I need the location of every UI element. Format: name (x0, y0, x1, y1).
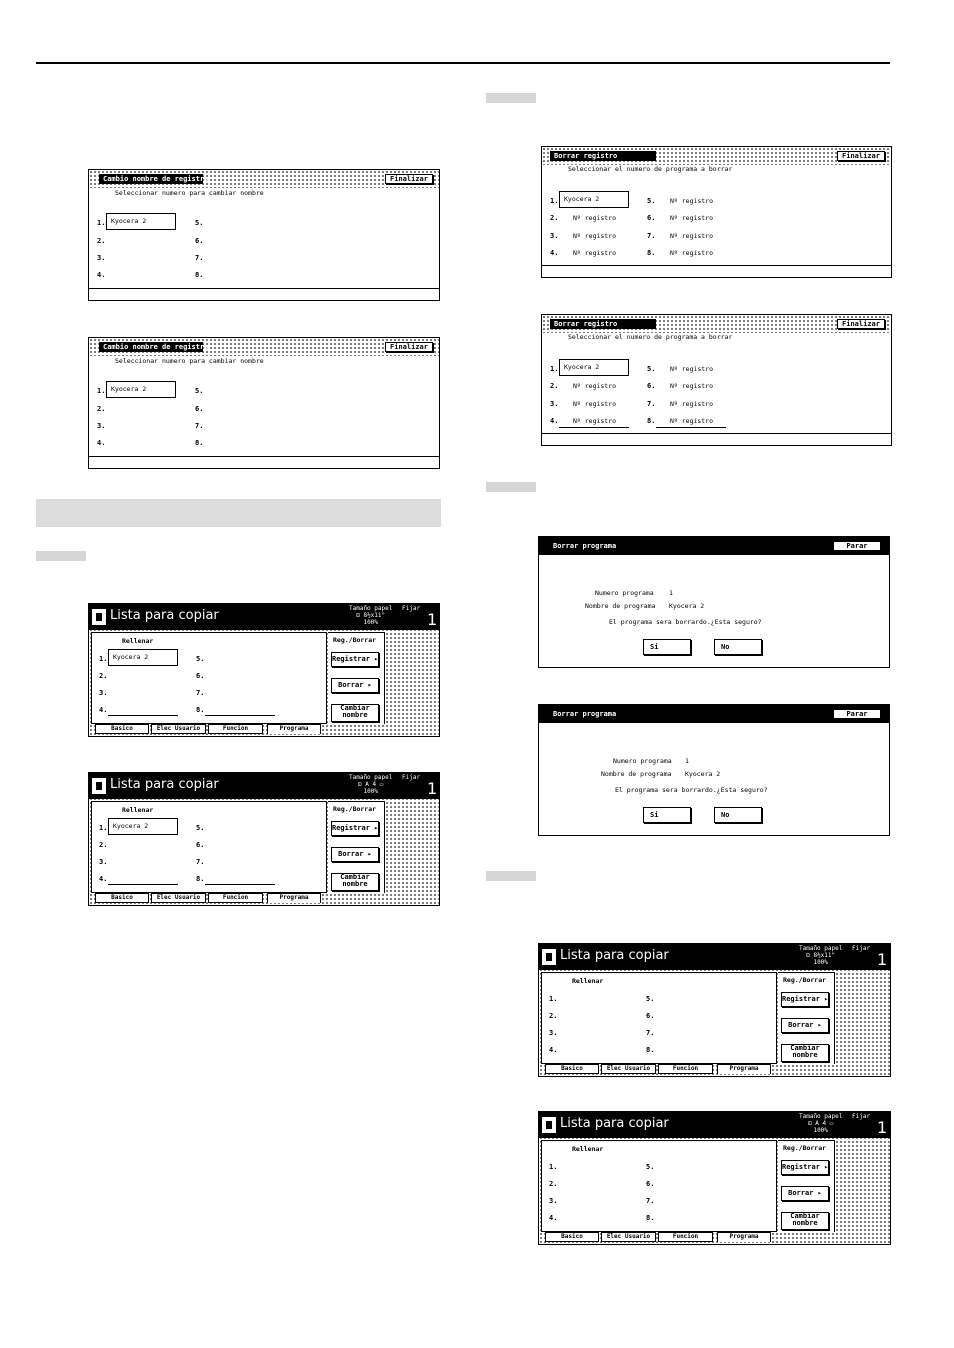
register-label: Registrar (332, 655, 370, 663)
rename-button[interactable] (781, 1044, 829, 1062)
tab-basico[interactable]: Basico (545, 1232, 599, 1242)
sets-value: 1 (877, 950, 888, 969)
empty-slot[interactable]: Nº registro (573, 382, 617, 390)
slot-number: 6. (195, 405, 204, 413)
slot-number: 7. (646, 1029, 655, 1037)
register-label: Registrar (782, 995, 820, 1003)
sets-label: Fijar (852, 1113, 871, 1120)
yes-button[interactable]: Si (643, 807, 691, 823)
slot-number: 5. (195, 219, 204, 227)
paper-info: Tamaño papel ⊡ 8½x11" 100% (799, 945, 843, 966)
program-slot-1[interactable]: Kyocera 2 (108, 818, 178, 835)
finish-button[interactable]: Finalizar (837, 319, 885, 329)
rename-label-2: nombre (792, 1051, 818, 1059)
no-button[interactable]: No (714, 807, 762, 823)
zoom-value: 100% (363, 619, 378, 626)
tab-bar (541, 1064, 771, 1074)
register-button[interactable]: Registrar ▸ (781, 992, 829, 1007)
slot-number: 2. (549, 1180, 558, 1188)
step-marker (486, 93, 536, 103)
paper-label: Tamaño papel (799, 945, 843, 952)
slot-number: 5. (196, 655, 205, 663)
slot-number: 5. (196, 824, 205, 832)
slot-number: 1. (549, 995, 558, 1003)
slot-number: 8. (646, 1046, 655, 1054)
screen-title: Borrar registro (550, 319, 656, 329)
slot-number: 4. (99, 706, 108, 714)
copy-screen (538, 1111, 891, 1245)
empty-slot[interactable]: Nº registro (573, 249, 617, 257)
slot-underline (108, 715, 178, 716)
register-delete-panel (778, 1140, 835, 1232)
empty-slot[interactable]: Nº registro (670, 400, 714, 408)
delete-confirm-screen (538, 536, 890, 668)
register-button[interactable]: Registrar ▸ (331, 652, 379, 667)
slot-number: 7. (195, 422, 204, 430)
sets-label: Fijar (402, 605, 421, 612)
confirm-question: El programa sera borrardo.¿Esta seguro? (609, 618, 762, 626)
register-delete-panel (328, 632, 385, 724)
document-icon (92, 778, 106, 794)
slot-number: 3. (97, 254, 106, 262)
screen-title: Cambio nombre de registro (99, 174, 203, 184)
screen-title: Borrar programa (539, 705, 889, 723)
paper-value: A 4 (815, 1120, 827, 1127)
instruction-text: Seleccionar el numero de programa a borrar (568, 165, 733, 173)
slot-number: 3. (550, 400, 559, 408)
slot-number: 7. (196, 689, 205, 697)
sets-value: 1 (427, 779, 438, 798)
tab-basico[interactable]: Basico (95, 893, 149, 903)
sets-value: 1 (427, 610, 438, 629)
stop-button[interactable]: Parar (833, 541, 881, 551)
status-title: Lista para copiar (110, 608, 219, 623)
tab-programa[interactable]: Programa (717, 1064, 771, 1074)
rename-button[interactable] (781, 1212, 829, 1230)
panel-label: Rellenar (572, 977, 604, 985)
delete-label: Borrar (338, 681, 364, 689)
status-title: Lista para copiar (560, 1116, 669, 1131)
program-name-value: Kyocera 2 (669, 602, 705, 610)
program-slot-1[interactable]: Kyocera 2 (108, 649, 178, 666)
empty-slot[interactable]: Nº registro (670, 249, 714, 257)
paper-label: Tamaño papel (349, 605, 393, 612)
instruction-text: Seleccionar el numero de programa a borrar (568, 333, 733, 341)
slot-number: 1. (97, 387, 106, 395)
slot-number: 6. (647, 382, 656, 390)
screen-title: Borrar programa (539, 537, 889, 555)
finish-button[interactable]: Finalizar (385, 174, 433, 184)
document-icon (542, 1117, 556, 1133)
program-list (91, 801, 327, 893)
panel-label: Rellenar (122, 806, 154, 814)
program-name-value: Kyocera 2 (685, 770, 721, 778)
slot-number: 1. (99, 824, 108, 832)
delete-button[interactable]: Borrar ▸ (781, 1186, 829, 1201)
tab-programa[interactable]: Programa (267, 893, 321, 903)
empty-slot[interactable]: Nº registro (573, 214, 617, 222)
empty-slot[interactable]: Nº registro (670, 232, 714, 240)
slot-number: 2. (97, 405, 106, 413)
tab-bar (91, 724, 321, 734)
slot-number: 4. (99, 875, 108, 883)
zoom-value: 100% (813, 959, 828, 966)
empty-slot[interactable]: Nº registro (573, 232, 617, 240)
status-title: Lista para copiar (560, 948, 669, 963)
copy-header (539, 1112, 890, 1138)
slot-number: 1. (550, 197, 559, 205)
program-name-label: Nombre de programa (585, 602, 656, 610)
slot-number: 4. (549, 1214, 558, 1222)
slot-number: 1. (99, 655, 108, 663)
tab-bar (91, 893, 321, 903)
sets-value: 1 (877, 1118, 888, 1137)
slot-number: 2. (550, 382, 559, 390)
panel-label: Rellenar (572, 1145, 604, 1153)
slot-number: 2. (549, 1012, 558, 1020)
copy-header (89, 604, 439, 630)
tab-elec-usuario[interactable]: Elec Usuario (151, 724, 206, 734)
slot-underline (108, 884, 178, 885)
slot-underline (205, 715, 275, 716)
finish-button[interactable]: Finalizar (385, 342, 433, 352)
rename-label-2: nombre (342, 711, 368, 719)
tab-programa[interactable]: Programa (267, 724, 321, 734)
tab-funcion[interactable]: Funcion (658, 1064, 713, 1074)
rename-label-2: nombre (342, 880, 368, 888)
copy-header (539, 944, 890, 970)
slot-number: 3. (99, 858, 108, 866)
slot-number: 1. (97, 219, 106, 227)
slot-number: 5. (646, 995, 655, 1003)
tab-programa[interactable]: Programa (717, 1232, 771, 1242)
slot-number: 2. (99, 841, 108, 849)
register-delete-panel (328, 801, 385, 893)
program-number-label: Numero programa (595, 589, 654, 597)
paper-info: Tamaño papel ⊡ A 4 ▭ 100% (349, 774, 393, 795)
document-icon (542, 949, 556, 965)
side-title: Reg./Borrar (783, 1144, 827, 1152)
slot-number: 8. (647, 417, 656, 425)
yes-button[interactable]: Si (643, 639, 691, 655)
paper-label: Tamaño papel (799, 1113, 843, 1120)
rename-button[interactable] (331, 873, 379, 891)
status-divider (542, 433, 891, 434)
register-delete-panel (778, 972, 835, 1064)
program-list (541, 972, 777, 1064)
program-name-label: Nombre de programa (601, 770, 672, 778)
copy-screen (88, 603, 440, 737)
register-slot-1[interactable]: Kyocera 2 (559, 191, 629, 208)
program-list (541, 1140, 777, 1232)
instruction-text: Seleccionar numero para cambiar nombre (115, 189, 264, 197)
delete-button[interactable]: Borrar ▸ (331, 678, 379, 693)
slot-underline (656, 427, 726, 428)
slot-number: 7. (647, 400, 656, 408)
step-marker (486, 482, 536, 492)
slot-number: 6. (646, 1180, 655, 1188)
tab-funcion[interactable]: Funcion (658, 1232, 713, 1242)
slot-number: 8. (646, 1214, 655, 1222)
slot-number: 7. (647, 232, 656, 240)
tab-basico[interactable]: Basico (545, 1064, 599, 1074)
slot-number: 8. (647, 249, 656, 257)
paper-value: 8½x11" (363, 612, 386, 619)
delete-label: Borrar (338, 850, 364, 858)
section-heading-bar (36, 499, 441, 527)
register-slot-1[interactable]: Kyocera 2 (559, 359, 629, 376)
register-button[interactable]: Registrar ▸ (781, 1160, 829, 1175)
panel-label: Rellenar (122, 637, 154, 645)
slot-number: 7. (195, 254, 204, 262)
slot-number: 7. (646, 1197, 655, 1205)
empty-slot[interactable]: Nº registro (670, 365, 714, 373)
slot-underline (559, 427, 629, 428)
delete-register-screen (541, 146, 892, 278)
sets-label: Fijar (852, 945, 871, 952)
side-title: Reg./Borrar (333, 636, 377, 644)
slot-number: 8. (196, 875, 205, 883)
slot-number: 4. (550, 417, 559, 425)
copy-screen (88, 772, 440, 906)
rename-label-1: Cambiar (790, 1212, 820, 1220)
delete-button[interactable]: Borrar ▸ (331, 847, 379, 862)
slot-underline (205, 884, 275, 885)
slot-number: 4. (550, 249, 559, 257)
rename-label-1: Cambiar (340, 704, 370, 712)
delete-label: Borrar (788, 1189, 814, 1197)
slot-number: 4. (549, 1046, 558, 1054)
empty-slot[interactable]: Nº registro (670, 197, 714, 205)
empty-slot[interactable]: Nº registro (670, 382, 714, 390)
slot-number: 6. (646, 1012, 655, 1020)
finish-button[interactable]: Finalizar (837, 151, 885, 161)
empty-slot[interactable]: Nº registro (573, 417, 617, 425)
status-divider (542, 265, 891, 266)
tab-funcion[interactable]: Funcion (208, 724, 263, 734)
side-title: Reg./Borrar (333, 805, 377, 813)
status-title: Lista para copiar (110, 777, 219, 792)
program-number-value: 1 (669, 589, 673, 597)
screen-title: Cambio nombre de registro (99, 342, 203, 352)
rename-label-1: Cambiar (790, 1044, 820, 1052)
screen-title: Borrar registro (550, 151, 656, 161)
empty-slot[interactable]: Nº registro (573, 400, 617, 408)
empty-slot[interactable]: Nº registro (670, 214, 714, 222)
slot-number: 5. (647, 365, 656, 373)
slot-number: 8. (196, 706, 205, 714)
slot-number: 8. (195, 271, 204, 279)
program-number-value: 1 (685, 757, 689, 765)
sets-label: Fijar (402, 774, 421, 781)
delete-register-screen (541, 314, 892, 446)
delete-button[interactable]: Borrar ▸ (781, 1018, 829, 1033)
tab-elec-usuario[interactable]: Elec Usuario (601, 1064, 656, 1074)
copy-screen (538, 943, 891, 1077)
slot-number: 6. (196, 841, 205, 849)
slot-number: 8. (195, 439, 204, 447)
register-label: Registrar (782, 1163, 820, 1171)
slot-number: 3. (549, 1197, 558, 1205)
register-slot-1[interactable]: Kyocera 2 (106, 381, 176, 398)
slot-number: 2. (550, 214, 559, 222)
slot-number: 3. (99, 689, 108, 697)
stop-button[interactable]: Parar (833, 709, 881, 719)
rename-label-2: nombre (792, 1219, 818, 1227)
slot-number: 6. (647, 214, 656, 222)
paper-value: A 4 (365, 781, 377, 788)
slot-number: 6. (196, 672, 205, 680)
paper-value: 8½x11" (813, 952, 836, 959)
slot-number: 1. (549, 1163, 558, 1171)
slot-number: 2. (97, 237, 106, 245)
tab-funcion[interactable]: Funcion (208, 893, 263, 903)
status-divider (89, 288, 439, 289)
top-rule (36, 62, 890, 64)
register-button[interactable]: Registrar ▸ (331, 821, 379, 836)
status-divider (89, 456, 439, 457)
paper-info: Tamaño papel ⊡ 8½x11" 100% (349, 605, 393, 626)
tab-bar (541, 1232, 771, 1242)
slot-number: 1. (550, 365, 559, 373)
rename-screen (88, 337, 440, 469)
slot-number: 3. (550, 232, 559, 240)
confirm-question: El programa sera borrardo.¿Esta seguro? (615, 786, 768, 794)
slot-number: 2. (99, 672, 108, 680)
delete-confirm-screen (538, 704, 890, 836)
instruction-text: Seleccionar numero para cambiar nombre (115, 357, 264, 365)
program-number-label: Numero programa (613, 757, 672, 765)
tab-basico[interactable]: Basico (95, 724, 149, 734)
rename-button[interactable] (331, 704, 379, 722)
empty-slot[interactable]: Nº registro (670, 417, 714, 425)
slot-number: 4. (97, 271, 106, 279)
document-icon (92, 609, 106, 625)
step-marker (36, 551, 86, 561)
rename-screen (88, 169, 440, 301)
slot-number: 7. (196, 858, 205, 866)
slot-number: 3. (97, 422, 106, 430)
paper-info: Tamaño papel ⊡ A 4 ▭ 100% (799, 1113, 843, 1134)
slot-number: 5. (646, 1163, 655, 1171)
register-slot-1[interactable]: Kyocera 2 (106, 213, 176, 230)
copy-header (89, 773, 439, 799)
slot-number: 3. (549, 1029, 558, 1037)
slot-number: 6. (195, 237, 204, 245)
no-button[interactable]: No (714, 639, 762, 655)
paper-label: Tamaño papel (349, 774, 393, 781)
register-label: Registrar (332, 824, 370, 832)
zoom-value: 100% (813, 1127, 828, 1134)
zoom-value: 100% (363, 788, 378, 795)
tab-elec-usuario[interactable]: Elec Usuario (151, 893, 206, 903)
rename-label-1: Cambiar (340, 873, 370, 881)
program-list (91, 632, 327, 724)
slot-number: 5. (647, 197, 656, 205)
step-marker (486, 871, 536, 881)
side-title: Reg./Borrar (783, 976, 827, 984)
slot-number: 5. (195, 387, 204, 395)
tab-elec-usuario[interactable]: Elec Usuario (601, 1232, 656, 1242)
slot-number: 4. (97, 439, 106, 447)
delete-label: Borrar (788, 1021, 814, 1029)
